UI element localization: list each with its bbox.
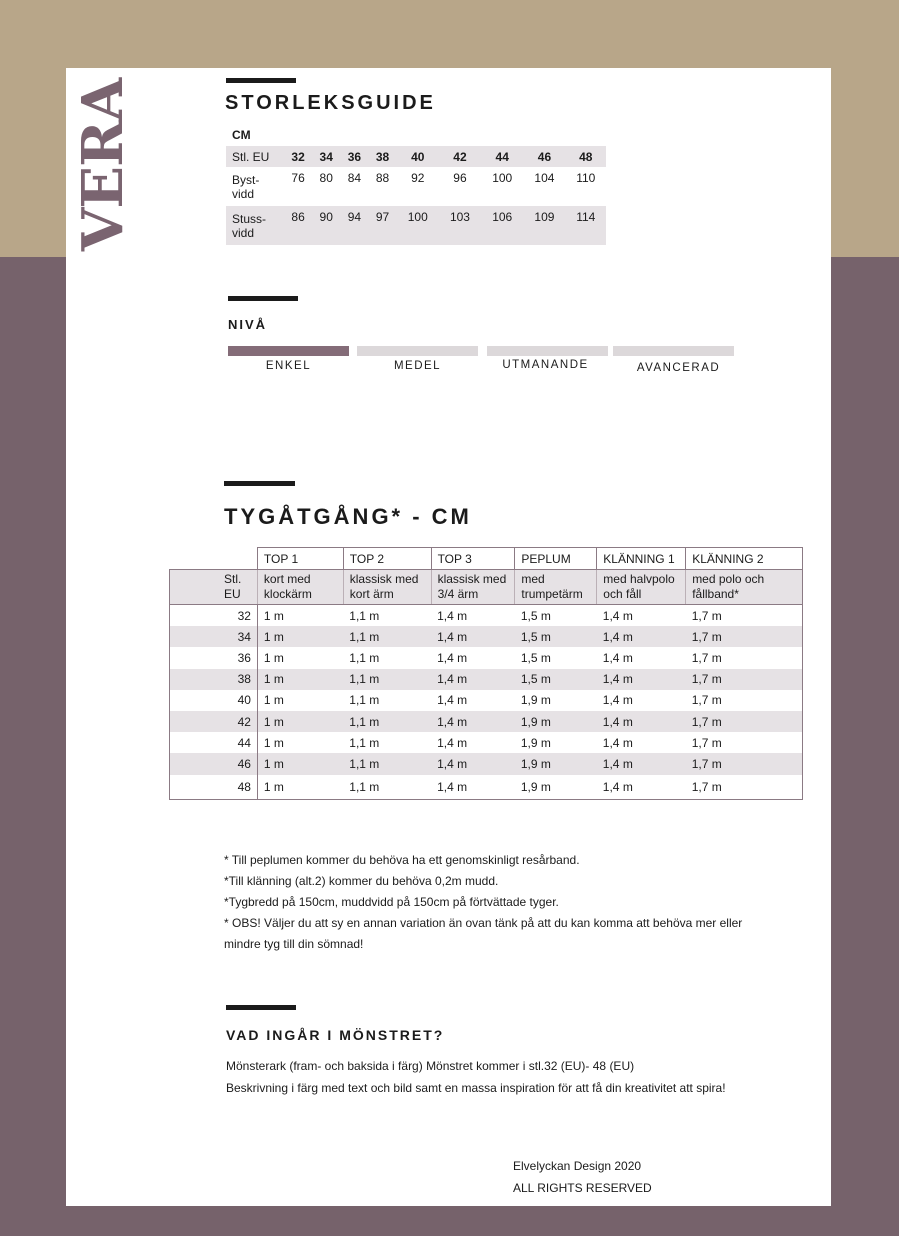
fabric-title: TYGÅTGÅNG* - CM xyxy=(224,504,472,529)
fabric-amount-cell: 1,1 m xyxy=(349,693,380,708)
level-title: NIVÅ xyxy=(228,317,268,332)
table-row xyxy=(226,206,606,245)
fabric-amount-cell: 1 m xyxy=(257,690,343,711)
description-row xyxy=(170,570,803,605)
fabric-amount-cell: 1,4 m xyxy=(597,626,686,647)
table-row xyxy=(170,647,803,668)
size-cell: 40 xyxy=(397,146,439,167)
fabric-amount-cell: 1,4 m xyxy=(431,775,515,800)
table-row xyxy=(170,711,803,732)
fabric-amount-cell: 1,7 m xyxy=(686,775,803,800)
column-header: PEPLUM xyxy=(515,548,597,570)
fabric-amount-cell: 1,7 m xyxy=(686,711,803,732)
table-row xyxy=(170,775,803,800)
fabric-rows xyxy=(170,605,803,800)
size-cell: 38 xyxy=(368,146,396,167)
size-cell: 44 xyxy=(481,146,523,167)
column-header: TOP 3 xyxy=(431,548,515,570)
bust-cell: 96 xyxy=(453,171,467,185)
hip-cell: 109 xyxy=(523,206,565,245)
hip-cell: 100 xyxy=(397,206,439,245)
bust-cell: 104 xyxy=(534,171,555,185)
unit-label: CM xyxy=(232,128,251,142)
fabric-amount-cell: 1,7 m xyxy=(686,690,803,711)
fabric-amount-cell: 1 m xyxy=(257,711,343,732)
fabric-amount-cell: 1,1 m xyxy=(343,626,431,647)
fabric-amount-cell: 1,7 m xyxy=(686,626,803,647)
bust-cell: 76 xyxy=(291,171,305,185)
size-guide-table xyxy=(226,124,606,245)
description-cell xyxy=(431,570,515,605)
fabric-amount-cell: 1,4 m xyxy=(431,669,515,690)
bust-cell: 100 xyxy=(492,171,513,185)
included-title: VAD INGÅR I MÖNSTRET? xyxy=(226,1027,445,1043)
section-divider xyxy=(224,481,295,486)
table-header-row xyxy=(170,548,803,570)
description-cell xyxy=(257,570,343,605)
fabric-amount-cell: 1 m xyxy=(257,753,343,774)
hip-label xyxy=(226,206,284,245)
fabric-amount-cell: 1,1 m xyxy=(349,650,380,665)
description-line: med xyxy=(521,572,545,586)
hip-cell: 86 xyxy=(284,206,312,245)
size-cell: 44 xyxy=(170,732,258,753)
level-bar-advanced xyxy=(613,346,734,356)
fabric-amount-cell: 1 m xyxy=(257,605,343,627)
level-bar-challenging xyxy=(487,346,608,356)
table-row xyxy=(226,146,606,167)
fabric-amount-cell: 1,4 m xyxy=(431,626,515,647)
size-cell: 46 xyxy=(170,753,258,774)
size-cell: 40 xyxy=(170,690,258,711)
size-cell: 48 xyxy=(170,775,258,800)
size-guide-title: STORLEKSGUIDE xyxy=(225,92,436,114)
level-label: ENKEL xyxy=(265,360,312,372)
fabric-amount-cell: 1,9 m xyxy=(520,735,551,750)
fabric-amount-cell: 1,4 m xyxy=(597,775,686,800)
size-cell: 34 xyxy=(170,626,258,647)
fabric-amount-cell: 1,7 m xyxy=(686,669,803,690)
fabric-amount-cell: 1,4 m xyxy=(602,650,633,665)
size-col-label-line: EU xyxy=(224,587,241,601)
fabric-amount-cell: 1,7 m xyxy=(686,605,803,627)
description-cell xyxy=(515,570,597,605)
level-label: MEDEL xyxy=(393,360,442,372)
size-cell: 32 xyxy=(170,605,258,627)
included-text xyxy=(226,1055,726,1099)
table-row xyxy=(170,626,803,647)
size-cell: 32 xyxy=(284,146,312,167)
size-cell: 38 xyxy=(170,669,258,690)
fabric-amount-cell: 1,7 m xyxy=(686,647,803,668)
description-line: klassisk med xyxy=(437,572,507,586)
fabric-amount-cell: 1,4 m xyxy=(602,693,633,708)
fabric-amount-cell: 1,4 m xyxy=(437,608,468,623)
fabric-amount-cell: 1,5 m xyxy=(515,669,597,690)
column-header: KLÄNNING 1 xyxy=(597,548,686,570)
section-divider xyxy=(226,78,296,83)
table-row xyxy=(226,167,606,206)
table-row xyxy=(170,732,803,753)
section-divider xyxy=(226,1005,296,1010)
included-line: Beskrivning i färg med text och bild samt en massa inspiration för att få din kreativitet att spira! xyxy=(226,1081,726,1095)
brand-text: VERA xyxy=(70,78,136,252)
fabric-amount-cell: 1 m xyxy=(257,775,343,800)
fabric-amount-cell: 1 m xyxy=(257,647,343,668)
size-cell: 46 xyxy=(523,146,565,167)
bust-label-line: Byst- xyxy=(232,172,260,187)
description-line: med halvpolo xyxy=(603,572,675,586)
fabric-amount-cell: 1,4 m xyxy=(602,608,633,623)
notes-block xyxy=(224,850,742,955)
table-row xyxy=(170,605,803,627)
section-divider xyxy=(228,296,298,301)
bust-cell: 84 xyxy=(347,171,362,185)
fabric-amount-cell: 1,1 m xyxy=(349,608,380,623)
description-line: trumpetärm xyxy=(521,587,583,601)
bust-label-line: vidd xyxy=(232,186,255,201)
included-line: Mönsterark (fram- och baksida i färg) Mönstret kommer i stl.32 (EU)- 48 (EU) xyxy=(226,1059,635,1073)
hip-cell: 97 xyxy=(368,206,396,245)
size-cell: 36 xyxy=(340,146,368,167)
fabric-amount-cell: 1,4 m xyxy=(602,735,633,750)
fabric-amount-cell: 1,1 m xyxy=(343,753,431,774)
table-row xyxy=(170,669,803,690)
column-header: KLÄNNING 2 xyxy=(686,548,803,570)
description-line: kort med xyxy=(263,572,311,586)
fabric-amount-cell: 1,7 m xyxy=(686,732,803,753)
column-header: TOP 1 xyxy=(257,548,343,570)
fabric-table xyxy=(169,547,803,800)
fabric-amount-cell: 1 m xyxy=(257,732,343,753)
fabric-amount-cell: 1,9 m xyxy=(520,693,551,708)
bust-label xyxy=(226,167,284,206)
fabric-amount-cell: 1,4 m xyxy=(437,650,468,665)
size-cell: 48 xyxy=(566,146,606,167)
column-header: TOP 2 xyxy=(343,548,431,570)
fabric-amount-cell: 1,4 m xyxy=(437,693,468,708)
fabric-amount-cell: 1 m xyxy=(257,669,343,690)
fabric-amount-cell: 1,9 m xyxy=(515,711,597,732)
fabric-amount-cell: 1,7 m xyxy=(686,753,803,774)
fabric-amount-cell: 1,4 m xyxy=(597,753,686,774)
fabric-amount-cell: 1,1 m xyxy=(343,775,431,800)
hip-cell: 94 xyxy=(340,206,368,245)
fabric-amount-cell: 1,1 m xyxy=(343,669,431,690)
fabric-amount-cell: 1,1 m xyxy=(349,735,380,750)
level-bar-simple xyxy=(228,346,349,356)
size-cell: 42 xyxy=(170,711,258,732)
hip-label-line: vidd xyxy=(232,225,255,240)
hip-cell: 106 xyxy=(481,206,523,245)
fabric-amount-cell: 1,4 m xyxy=(597,711,686,732)
table-row xyxy=(170,690,803,711)
bust-cell: 110 xyxy=(576,171,596,185)
description-line: med polo och xyxy=(692,572,765,586)
size-cell: 34 xyxy=(312,146,340,167)
bust-cell: 92 xyxy=(411,171,425,185)
fabric-amount-cell: 1,4 m xyxy=(431,753,515,774)
note-line: * OBS! Väljer du att sy en annan variation än ovan tänk på att du kan komma att behöva mer eller xyxy=(224,916,743,930)
fabric-amount-cell: 1,9 m xyxy=(515,753,597,774)
brand-logo xyxy=(70,75,136,255)
blank-cell xyxy=(170,548,258,570)
hip-cell: 103 xyxy=(439,206,481,245)
note-line: * Till peplumen kommer du behöva ha ett genomskinligt resårband. xyxy=(224,853,580,867)
hip-cell: 114 xyxy=(566,206,606,245)
level-label: UTMANANDE xyxy=(502,359,589,371)
fabric-amount-cell: 1,5 m xyxy=(520,608,551,623)
description-line: klassisk med xyxy=(349,572,419,586)
size-header-label: Stl. EU xyxy=(226,146,284,167)
level-label: AVANCERAD xyxy=(636,362,721,374)
fabric-amount-cell: 1,1 m xyxy=(343,711,431,732)
table-row xyxy=(170,753,803,774)
fabric-amount-cell: 1,5 m xyxy=(520,650,551,665)
fabric-amount-cell: 1,9 m xyxy=(515,775,597,800)
description-line: och fåll xyxy=(603,587,642,601)
description-cell xyxy=(343,570,431,605)
level-bar-medium xyxy=(357,346,478,356)
description-line: 3/4 ärm xyxy=(437,587,479,601)
fabric-amount-cell: 1,5 m xyxy=(515,626,597,647)
hip-cell: 90 xyxy=(312,206,340,245)
description-line: kort ärm xyxy=(349,587,394,601)
fabric-amount-cell: 1,4 m xyxy=(597,669,686,690)
fabric-amount-cell: 1 m xyxy=(257,626,343,647)
hip-label-line: Stuss- xyxy=(232,211,267,226)
description-line: klockärm xyxy=(263,587,312,601)
note-line: *Tygbredd på 150cm, muddvidd på 150cm på förtvättade tyger. xyxy=(224,895,559,909)
footer-rights: ALL RIGHTS RESERVED xyxy=(513,1181,652,1195)
description-cell xyxy=(686,570,803,605)
footer xyxy=(513,1155,652,1199)
size-cell: 36 xyxy=(170,647,258,668)
description-line: fållband* xyxy=(692,587,739,601)
size-cell: 42 xyxy=(439,146,481,167)
bust-cell: 88 xyxy=(375,171,390,185)
size-col-label-line: Stl. xyxy=(224,572,242,586)
bust-cell: 80 xyxy=(319,171,333,185)
description-cell xyxy=(597,570,686,605)
note-line: mindre tyg till din sömnad! xyxy=(224,937,364,951)
fabric-amount-cell: 1,4 m xyxy=(431,711,515,732)
size-col-label xyxy=(170,570,258,605)
note-line: *Till klänning (alt.2) kommer du behöva 0,2m mudd. xyxy=(224,874,499,888)
fabric-amount-cell: 1,4 m xyxy=(437,735,468,750)
footer-copyright: Elvelyckan Design 2020 xyxy=(513,1159,642,1173)
